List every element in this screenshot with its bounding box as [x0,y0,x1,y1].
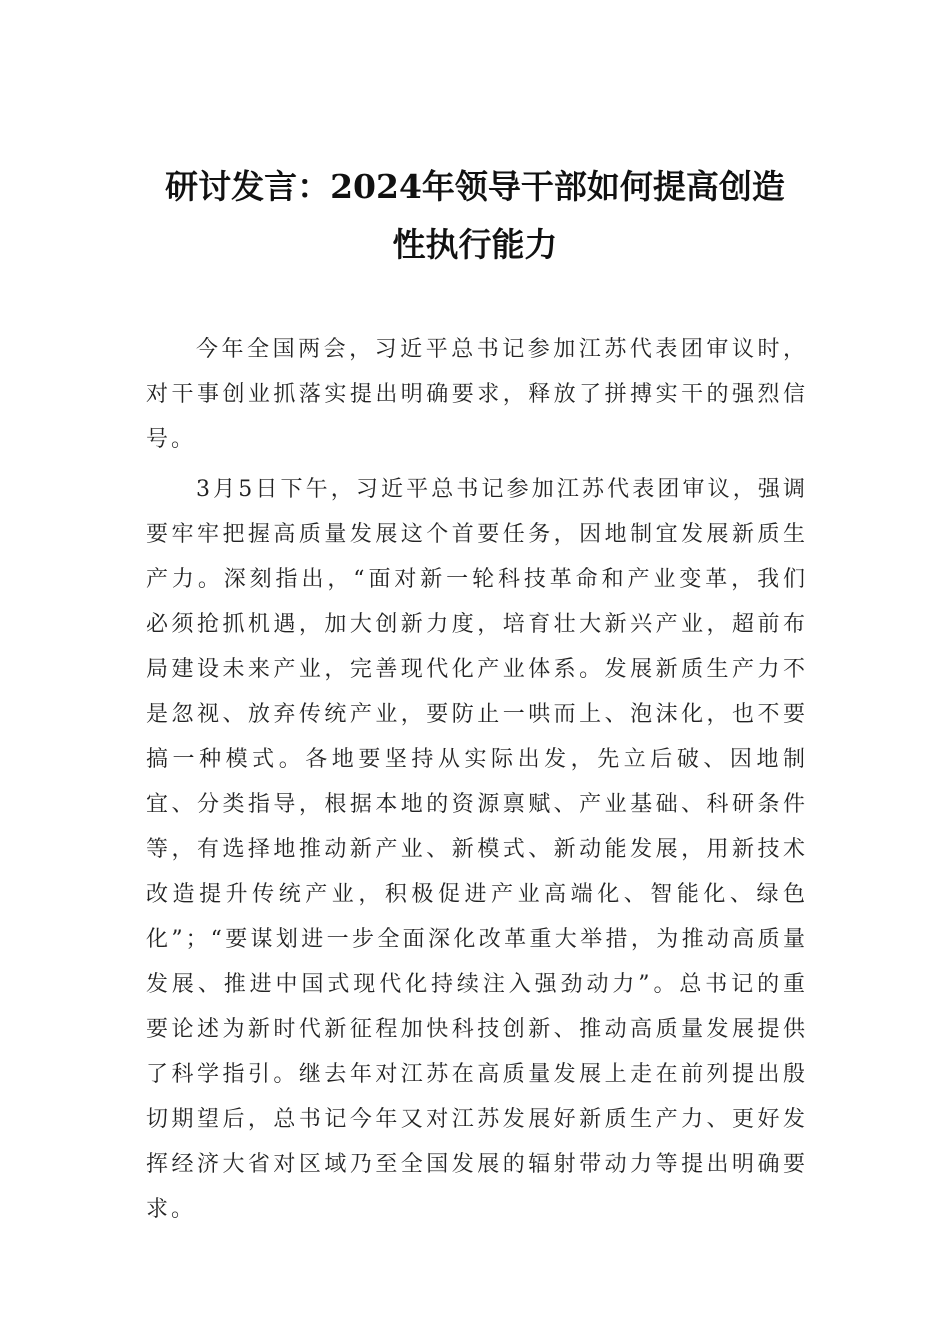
title-line-1: 研讨发言：2024年领导干部如何提高创造 [165,167,785,206]
document-body [146,327,808,1237]
title-line-2: 性执行能力 [392,225,558,264]
paragraph-2: 3月5日下午，习近平总书记参加江苏代表团审议，强调要牢牢把握高质量发展这个首要任务，因地制宜发展新质生产力。深刻指出，“面对新一轮科技革命和产业变革，我们必须抢抓机遇，加大创新力度，培育壮大新兴产业，超前布局建设未来产业，完善现代化产业体系。发展新质生产力不是忽视、放弃传统产业，要防止一哄而上、泡沫化，也不要搞一种模式。各地要坚持从实际出发，先立后破、因地制宜、分类指导，根据本地的资源禀赋、产业基础、科研条件等，有选择地推动新产业、新模式、新动能发展，用新技术改造提升传统产业，积极促进产业高端化、智能化、绿色化”；“要谋划进一步全面深化改革重大举措，为推动高质量发展、推进中国式现代化持续注入强劲动力”。总书记的重要论述为新时代新征程加快科技创新、推动高质量发展提供了科学指引。继去年对江苏在高质量发展上走在前列提出殷切期望后，总书记今年又对江苏发展好新质生产力、更好发挥经济大省对区域乃至全国发展的辐射带动力等提出明确要求。 [146,477,808,1222]
document-title [140,158,810,274]
paragraph-1: 今年全国两会，习近平总书记参加江苏代表团审议时，对干事创业抓落实提出明确要求，释放了拼搏实干的强烈信号。 [146,337,808,452]
